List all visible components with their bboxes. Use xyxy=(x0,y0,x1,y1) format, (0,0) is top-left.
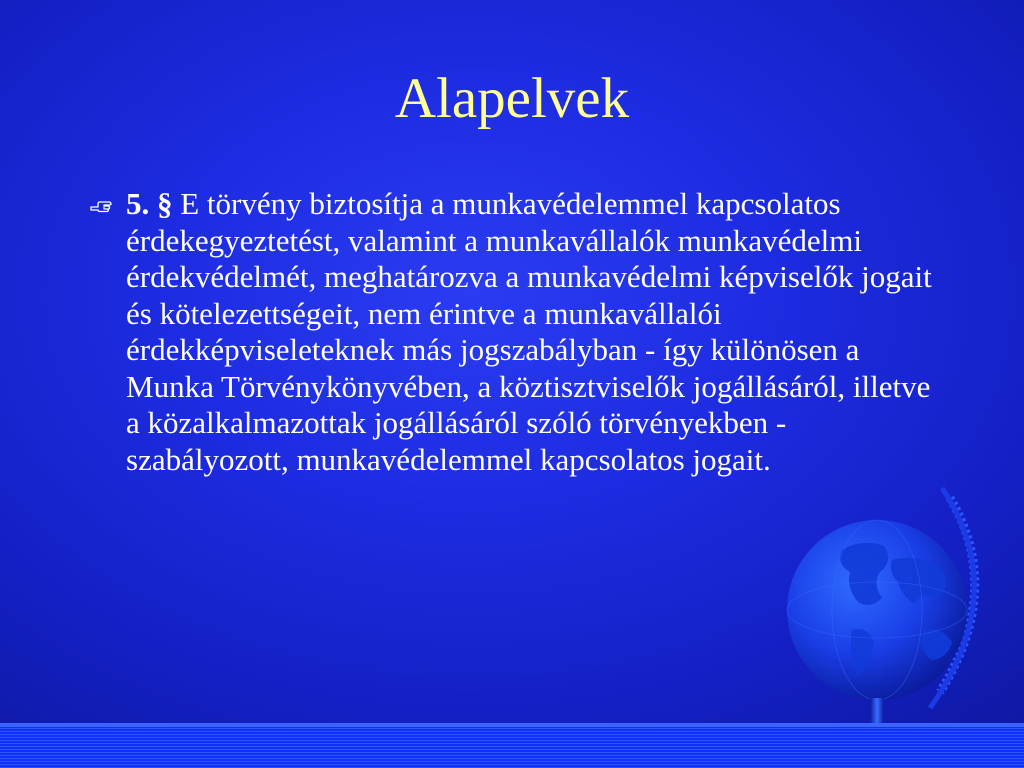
slide-title: Alapelvek xyxy=(394,67,630,130)
bottom-decorative-bar xyxy=(0,723,1024,768)
globe-icon xyxy=(772,480,982,750)
bullet-bold-prefix: 5. § xyxy=(126,186,173,221)
bullet-text xyxy=(126,186,936,478)
bullet-body: E törvény biztosítja a munkavédelemmel kapcsolatos érdekegyeztetést, valamint a munkavállalók munkavédelmi érdekvédelmét, meghatározva a munkavédelmi képviselők jogait és kötelezettségeit, nem érintve a munkavállalói érdekképviseleteknek más jogszabályban - így különösen a Munka Törvénykönyvében, a köztisztviselők jogállásáról, illetve a közalkalmazottak jogállásáról szóló törvényekben - szabályozott, munkavédelemmel kapcsolatos jogait. xyxy=(126,186,932,477)
bullet-item xyxy=(90,186,940,478)
pointing-hand-icon xyxy=(90,198,112,214)
